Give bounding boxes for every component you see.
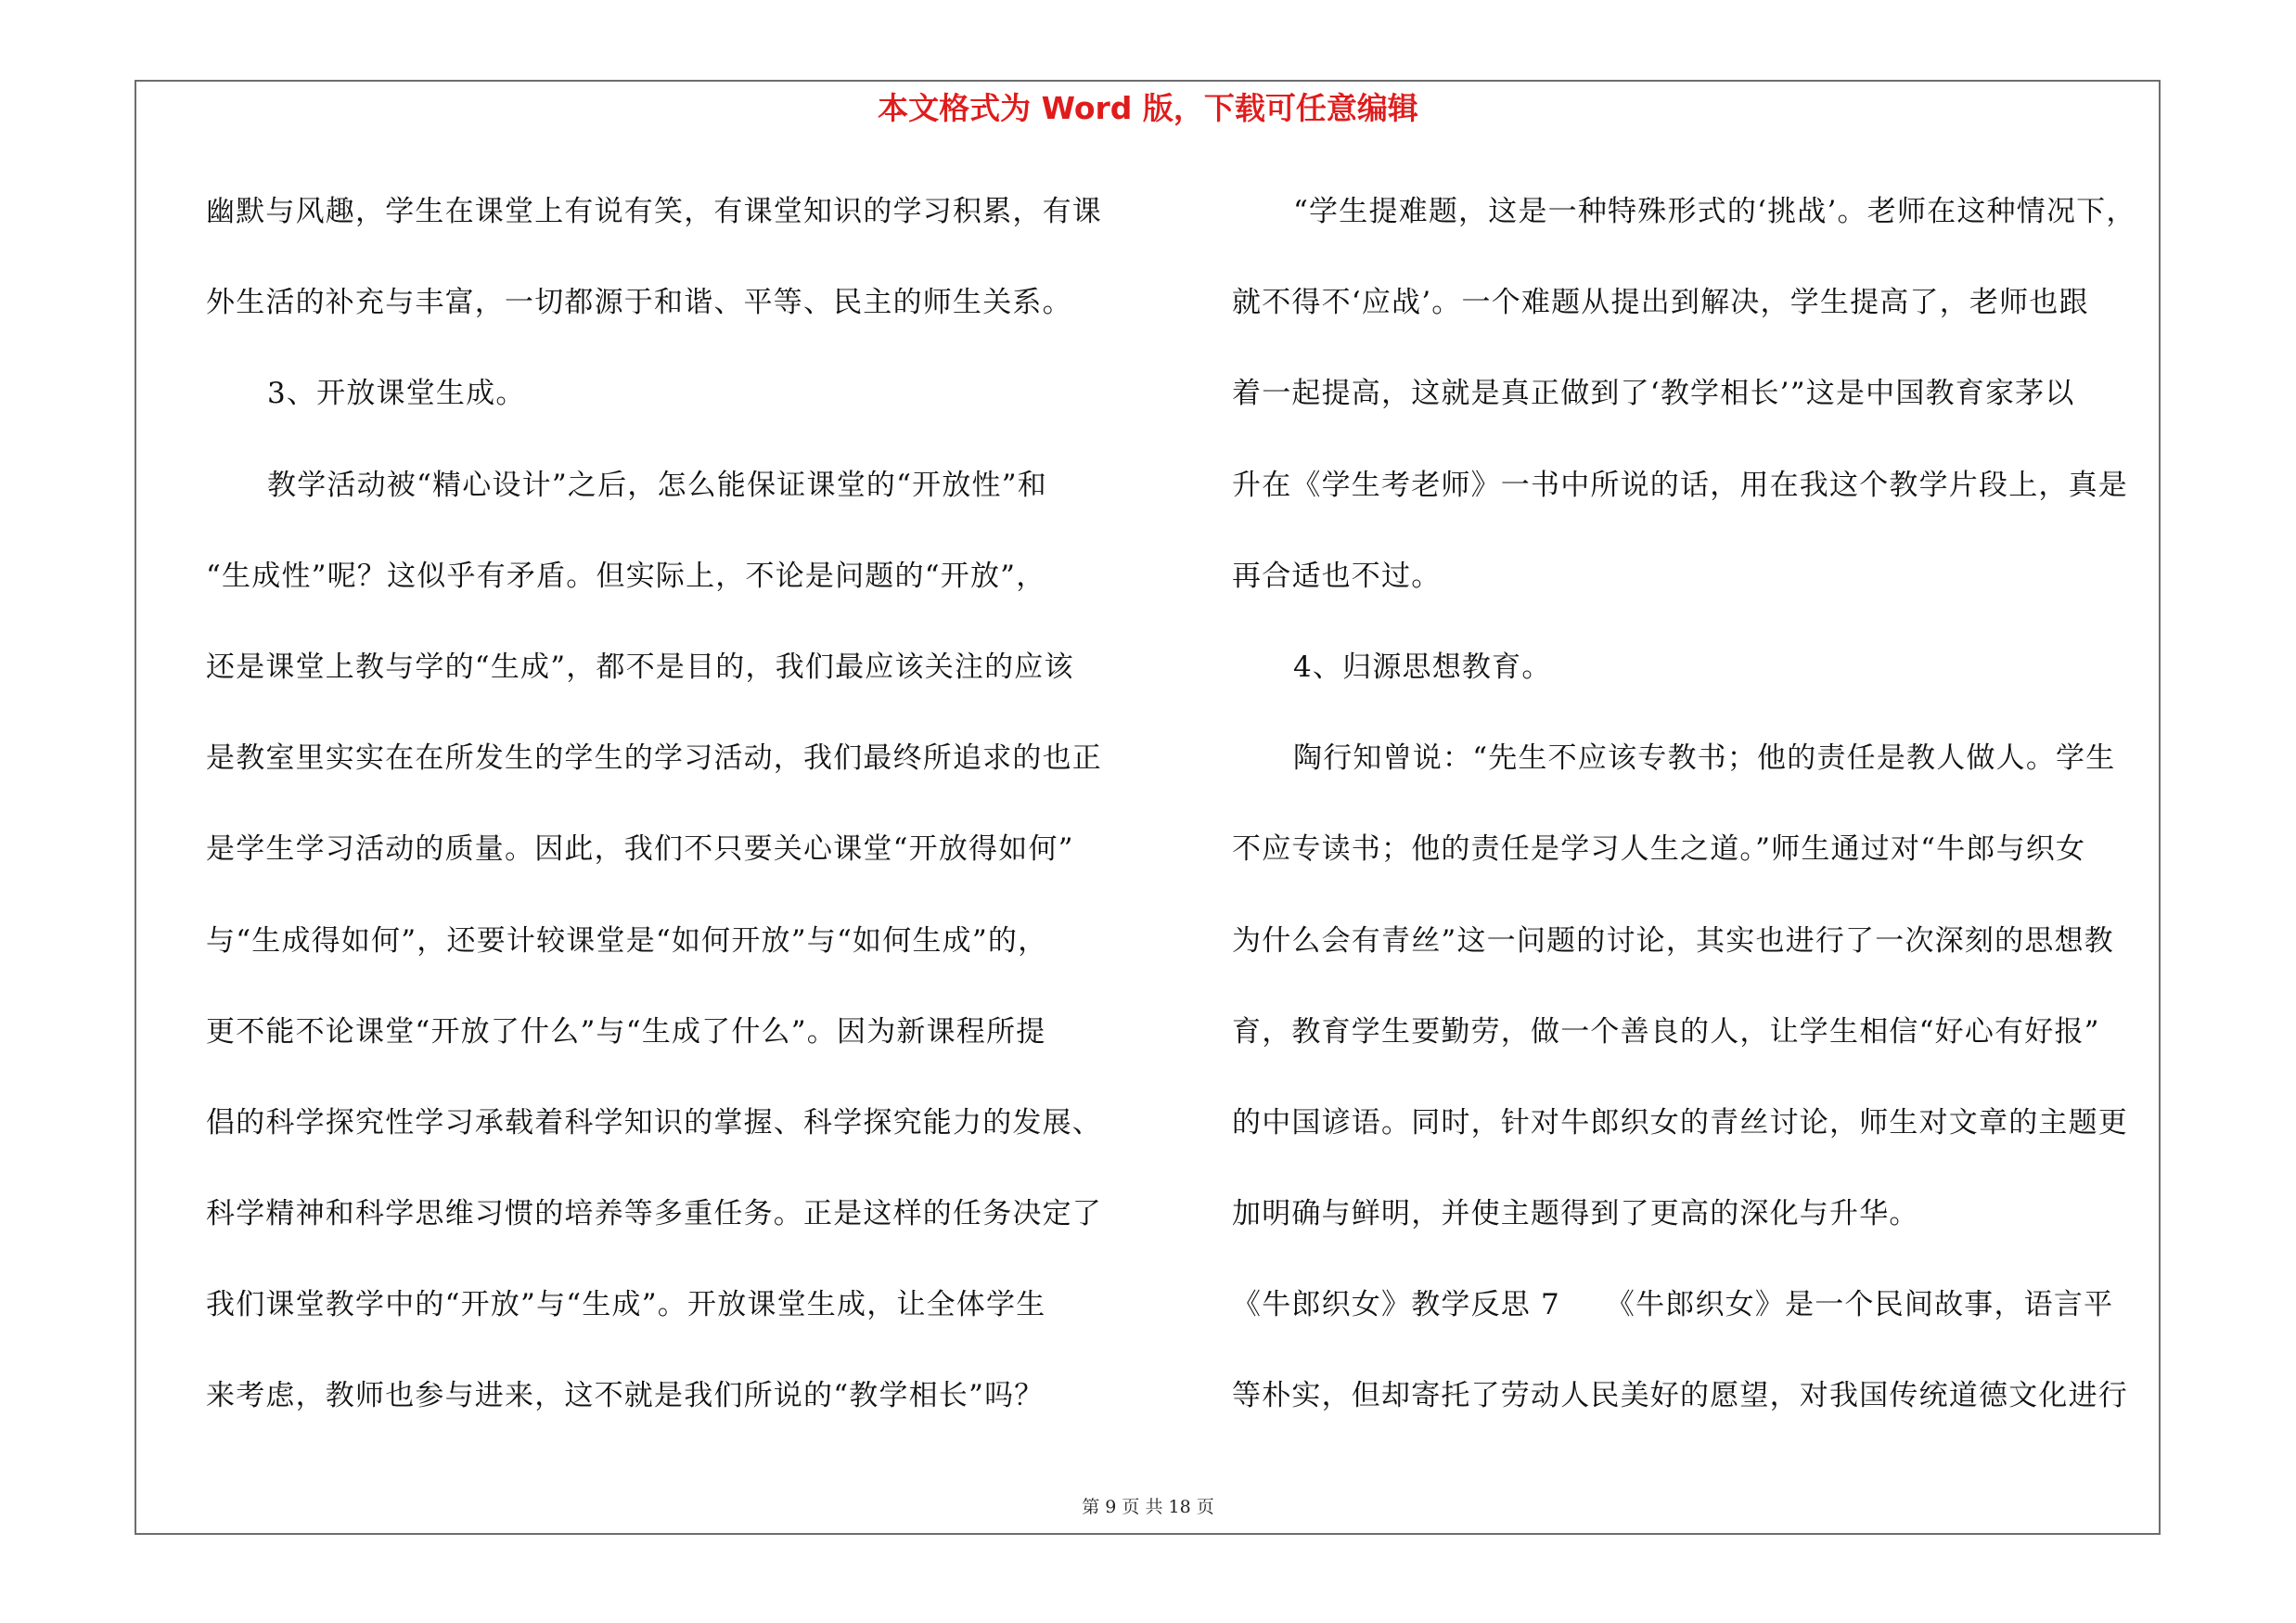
text-line: 我们课堂教学中的“开放”与“生成”。开放课堂生成，让全体学生 bbox=[206, 1288, 1046, 1322]
text-line: 幽默与风趣，学生在课堂上有说有笑，有课堂知识的学习积累，有课 bbox=[206, 195, 1102, 228]
text-line: 升在《学生考老师》一书中所说的话，用在我这个教学片段上，真是 bbox=[1232, 468, 2128, 502]
right-text-column bbox=[1232, 184, 2163, 1460]
text-line: “学生提难题，这是一种特殊形式的‘挑战’。老师在这种情况下， bbox=[1293, 195, 2136, 228]
text-line: 育，教育学生要勤劳，做一个善良的人，让学生相信“好心有好报” bbox=[1232, 1014, 2100, 1049]
text-line: 着一起提高，这就是真正做到了‘教学相长’”这是中国教育家茅以 bbox=[1232, 377, 2075, 411]
text-line: 与“生成得如何”，还要计较课堂是“如何开放”与“如何生成”的， bbox=[206, 923, 1048, 958]
text-line: 是教室里实实在在所发生的学生的学习活动，我们最终所追求的也正 bbox=[206, 741, 1102, 776]
text-line: 陶行知曾说：“先生不应该专教书；他的责任是教人做人。学生 bbox=[1293, 741, 2116, 776]
text-line: 教学活动被“精心设计”之后，怎么能保证课堂的“开放性”和 bbox=[267, 468, 1047, 502]
left-text-column bbox=[206, 184, 1134, 1460]
text-line: “生成性”呢？这似乎有矛盾。但实际上，不论是问题的“开放”， bbox=[206, 559, 1046, 593]
text-line: 的中国谚语。同时，针对牛郎织女的青丝讨论，师生对文章的主题更 bbox=[1232, 1105, 2128, 1140]
section-heading: 4、归源思想教育。 bbox=[1293, 650, 1552, 684]
text-line: 不应专读书；他的责任是学习人生之道。”师生通过对“牛郎与织女 bbox=[1232, 832, 2086, 867]
text-line: 为什么会有青丝”这一问题的讨论，其实也进行了一次深刻的思想教 bbox=[1232, 923, 2114, 958]
text-line: 等朴实，但却寄托了劳动人民美好的愿望，对我国传统道德文化进行 bbox=[1232, 1379, 2128, 1413]
page-number: 第 9 页 共 18 页 bbox=[1082, 1497, 1214, 1517]
text-line: 外生活的补充与丰富，一切都源于和谐、平等、民主的师生关系。 bbox=[206, 286, 1072, 320]
text-line: 就不得不‘应战’。一个难题从提出到解决，学生提高了，老师也跟 bbox=[1232, 286, 2089, 320]
text-line: 科学精神和科学思维习惯的培养等多重任务。正是这样的任务决定了 bbox=[206, 1197, 1102, 1231]
text-line: 来考虑，教师也参与进来，这不就是我们所说的“教学相长”吗？ bbox=[206, 1379, 1045, 1413]
text-line: 是学生学习活动的质量。因此，我们不只要关心课堂“开放得如何” bbox=[206, 832, 1074, 867]
format-banner: 本文格式为 Word 版，下载可任意编辑 bbox=[878, 90, 1418, 126]
text-line: 再合适也不过。 bbox=[1232, 559, 1442, 593]
text-line: 更不能不论课堂“开放了什么”与“生成了什么”。因为新课程所提 bbox=[206, 1014, 1046, 1049]
text-line: 加明确与鲜明，并使主题得到了更高的深化与升华。 bbox=[1232, 1197, 1919, 1231]
text-line: 《牛郎织女》教学反思 7 《牛郎织女》是一个民间故事，语言平 bbox=[1232, 1288, 2114, 1322]
text-line: 倡的科学探究性学习承载着科学知识的掌握、科学探究能力的发展、 bbox=[206, 1105, 1102, 1140]
text-line: 还是课堂上教与学的“生成”，都不是目的，我们最应该关注的应该 bbox=[206, 650, 1074, 684]
section-heading: 3、开放课堂生成。 bbox=[267, 377, 526, 411]
